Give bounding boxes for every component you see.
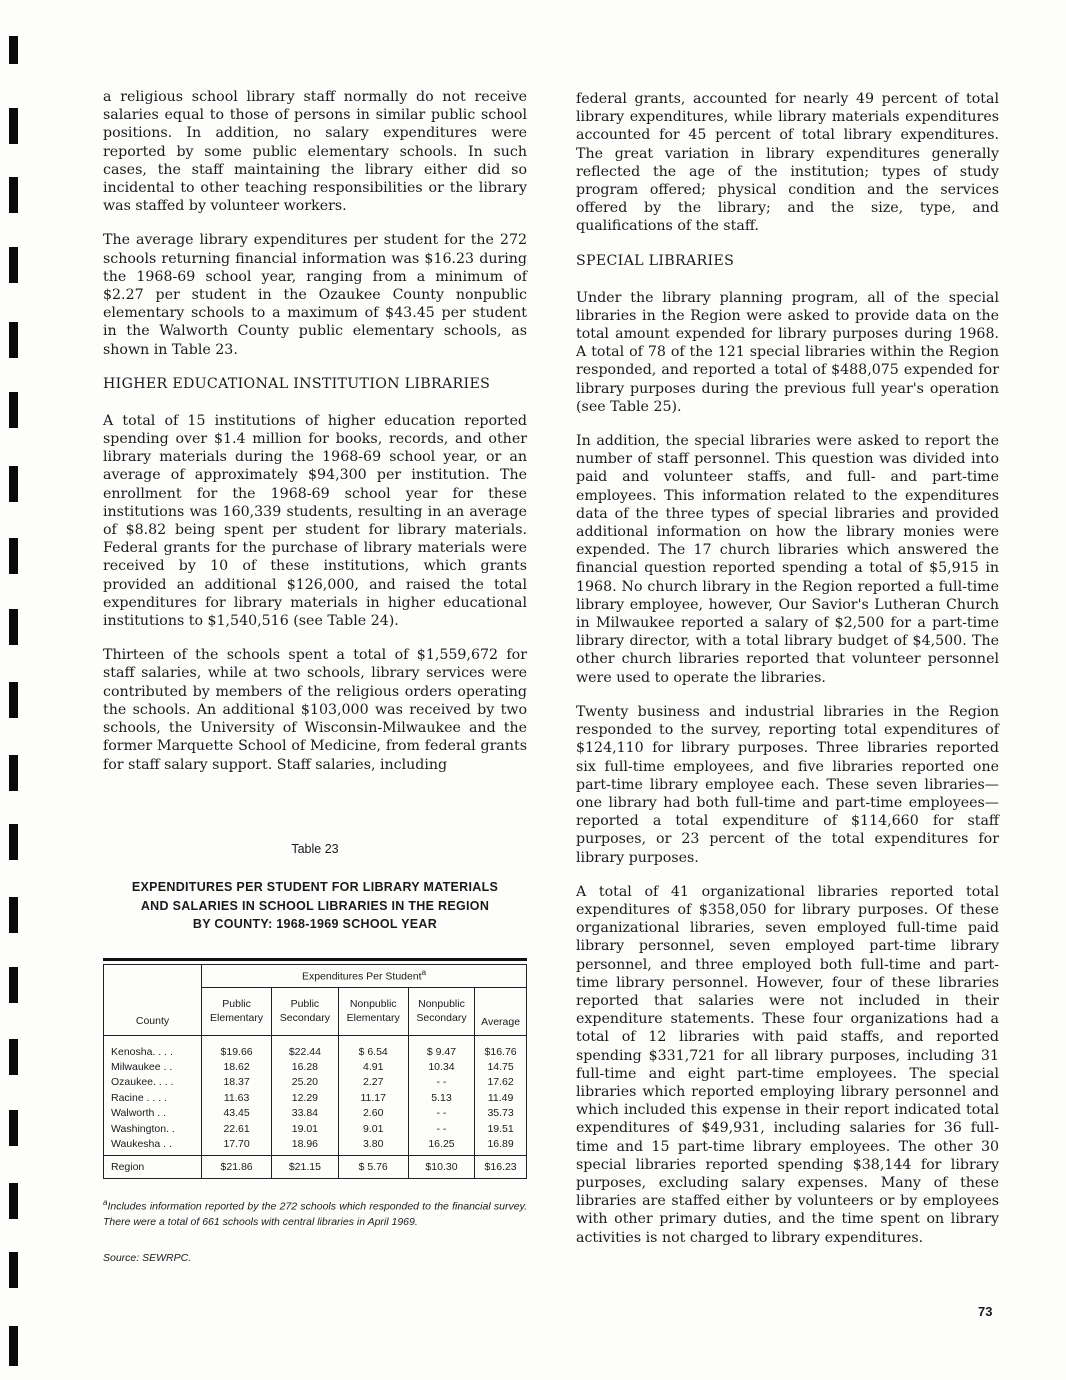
value-cell: 35.73 — [475, 1106, 527, 1121]
value-cell: - - — [408, 1106, 474, 1121]
value-cell: 19.01 — [272, 1122, 338, 1137]
header-line: Elementary — [210, 1012, 264, 1024]
county-cell: Milwaukee . . — [104, 1060, 202, 1075]
value-cell: 14.75 — [475, 1060, 527, 1075]
value-cell: - - — [408, 1122, 474, 1137]
table-row — [104, 1075, 527, 1090]
county-cell: Washington. . — [104, 1122, 202, 1137]
edge-mark — [9, 177, 18, 213]
value-cell: 16.89 — [475, 1137, 527, 1156]
value-cell: 10.34 — [408, 1060, 474, 1075]
value-cell: $10.30 — [408, 1156, 474, 1179]
value-cell: 12.29 — [272, 1091, 338, 1106]
value-cell: 16.25 — [408, 1137, 474, 1156]
edge-mark — [9, 36, 18, 64]
column-header — [202, 987, 272, 1035]
header-line: Public — [222, 998, 251, 1010]
paragraph: A total of 41 organizational libraries reported total expenditures of $358,050 for library purposes. Of these organizational libraries, seven employed full-time paid library personnel, seven employed part-time library personnel, and three employed both full-time and part-time library personnel. However, four of these libraries reported that salaries were not included in their expenditure statements. These four organizations had a total of 12 libraries with paid staffs, and reported spending $331,721 for all library purposes, including 31 full-time and eight part-time employees. The special libraries which reported employing library personnel and which included this expense in their report indicated total expenditures of $49,931, including salaries for 36 full-time and 15 part-time library employees. The other 30 special libraries reported spending $38,144 for library purposes, excluding salary expenses. Many of these libraries are staffed either by volunteers or by employees with other primary duties, and the time spent on library activities is not charged to library expenditures. — [576, 883, 999, 1246]
table-title-line: EXPENDITURES PER STUDENT FOR LIBRARY MATERIALS — [131, 880, 499, 894]
group-header — [202, 964, 527, 987]
value-cell: 18.96 — [272, 1137, 338, 1156]
value-cell: 16.28 — [272, 1060, 338, 1075]
table-row — [104, 1042, 527, 1060]
edge-mark — [9, 1110, 18, 1146]
header-line: Public — [290, 998, 320, 1010]
value-cell: $21.86 — [202, 1156, 272, 1179]
county-header: County — [104, 964, 202, 1035]
value-cell: 2.27 — [338, 1075, 408, 1090]
header-line: Secondary — [279, 1012, 330, 1024]
edge-mark — [9, 247, 18, 283]
header-line: Average — [481, 1015, 521, 1028]
edge-mark — [9, 1183, 18, 1219]
paragraph: Thirteen of the schools spent a total of $1,559,672 for staff salaries, while at two schools, library services were contributed by members of the religious orders operating the schools. An additional $103,000 was received by two schools, the University of Wisconsin-Milwaukee and the former Marquette School of Medicine, from federal grants for staff salary support. Staff salaries, including — [103, 647, 527, 773]
right-column — [576, 90, 999, 1263]
edge-mark — [9, 1039, 18, 1075]
paragraph: In addition, the special libraries were asked to report the number of staff personnel. This question was divided into paid and volunteer staffs, and full- and part-time employees. This information related to the expenditures data of the three types of special libraries and provided additional information on how the library monies were expended. The 17 church libraries which answered the financial question reported spending a total of $5,915 in 1968. No church library in the Region reported a full-time library employee, however, Our Savior's Lutheran Church in Milwaukee reported a salary of $2,500 for a part-time library director, with a total library budget of $4,500. The other church libraries reported that volunteer personnel were used to operate the libraries. — [576, 433, 999, 686]
edge-mark — [9, 897, 18, 933]
table-title — [103, 878, 527, 934]
table-row — [104, 1122, 527, 1137]
edge-mark — [9, 682, 18, 718]
edge-mark — [9, 392, 18, 428]
edge-mark — [9, 108, 18, 144]
county-cell: Walworth . . — [104, 1106, 202, 1121]
value-cell: $22.44 — [272, 1042, 338, 1060]
paragraph: A total of 15 institutions of higher education reported spending over $1.4 million for books, records, and other library materials during the 1968-69 school year, or an average of approximately $94,300 per institution. The enrollment for the 1968-69 school year for these institutions was 160,339 students, resulting in an average of $8.82 being spent per student for library materials. Federal grants for the purchase of library materials were received by 10 of these institutions, which grants provided an additional $126,000, and raised the total expenditures for library materials in higher educational institutions to $1,540,516 (see Table 24). — [103, 412, 527, 630]
header-line: Nonpublic — [349, 998, 397, 1010]
region-total-row — [104, 1156, 527, 1179]
footnote-marker: a — [103, 1198, 108, 1208]
paragraph: federal grants, accounted for nearly 49 percent of total library expenditures, while library materials expenditures accounted for 45 percent of total library expenditures. The great variation in library expenditures generally reflected the age of the institution; types of study program offered; physical condition and the services offered by the library; and the size, type, and qualifications of the staff. — [576, 91, 999, 235]
county-cell: Kenosha. . . . — [104, 1042, 202, 1060]
value-cell: 9.01 — [338, 1122, 408, 1137]
footnote-text: Includes information reported by the 272 schools which responded to the financial survey. There were a total of 661 schools with central libraries in April 1969. — [103, 1200, 527, 1228]
value-cell: $ 5.76 — [338, 1156, 408, 1179]
value-cell: 3.80 — [338, 1137, 408, 1156]
value-cell: 2.60 — [338, 1106, 408, 1121]
section-heading: SPECIAL LIBRARIES — [576, 252, 735, 269]
edge-mark — [9, 609, 18, 645]
table-row — [104, 1137, 527, 1156]
value-cell: 17.70 — [202, 1137, 272, 1156]
value-cell: 5.13 — [408, 1091, 474, 1106]
value-cell: 11.63 — [202, 1091, 272, 1106]
edge-mark — [9, 824, 18, 860]
edge-mark — [9, 755, 18, 791]
county-cell: Ozaukee. . . . — [104, 1075, 202, 1090]
value-cell: 18.37 — [202, 1075, 272, 1090]
value-cell: $19.66 — [202, 1042, 272, 1060]
paragraph: a religious school library staff normally do not receive salaries equal to those of persons in similar public school positions. In addition, no salary expenditures were reported by some public elementary schools. In such cases, the staff maintaining the library either did so incidental to other teaching responsibilities or the library was staffed by volunteer workers. — [103, 89, 527, 215]
value-cell: 17.62 — [475, 1075, 527, 1090]
table-footnote — [103, 1195, 527, 1230]
value-cell: 25.20 — [272, 1075, 338, 1090]
value-cell: 43.45 — [202, 1106, 272, 1121]
footnote-marker: a — [421, 968, 427, 978]
table-title-line: BY COUNTY: 1968-1969 SCHOOL YEAR — [192, 917, 438, 931]
value-cell: 22.61 — [202, 1122, 272, 1137]
edge-mark — [9, 322, 18, 358]
table-23 — [103, 842, 527, 1264]
table-row — [104, 1091, 527, 1106]
table-row — [104, 1106, 527, 1121]
paragraph: The average library expenditures per student for the 272 schools returning financial information was $16.23 during the 1968-69 school year, ranging from a minimum of $2.27 per student in the Ozaukee County nonpublic elementary schools to a maximum of $43.45 per student in the Walworth County public elementary schools, as shown in Table 23. — [103, 232, 527, 358]
value-cell: 4.91 — [338, 1060, 408, 1075]
column-header — [408, 987, 474, 1035]
table-title-line: AND SALARIES IN SCHOOL LIBRARIES IN THE REGION — [140, 898, 490, 913]
value-cell: $21.15 — [272, 1156, 338, 1179]
data-table — [103, 958, 527, 1180]
value-cell: $ 9.47 — [408, 1042, 474, 1060]
edge-mark — [9, 538, 18, 574]
value-cell: 11.49 — [475, 1091, 527, 1106]
header-line: Secondary — [416, 1012, 467, 1024]
column-header — [338, 987, 408, 1035]
value-cell: 18.62 — [202, 1060, 272, 1075]
section-heading: HIGHER EDUCATIONAL INSTITUTION LIBRARIES — [103, 375, 491, 392]
county-cell: Waukesha . . — [104, 1137, 202, 1156]
table-row — [104, 1060, 527, 1075]
page-number: 73 — [978, 1304, 993, 1319]
table-label: Table 23 — [291, 842, 339, 856]
column-header — [272, 987, 338, 1035]
group-header-text: Expenditures Per Student — [301, 970, 422, 983]
header-line: Elementary — [346, 1012, 400, 1024]
edge-mark — [9, 1326, 18, 1366]
value-cell: - - — [408, 1075, 474, 1090]
table-source: Source: SEWRPC. — [103, 1251, 192, 1264]
county-cell: Racine . . . . — [104, 1091, 202, 1106]
value-cell: 33.84 — [272, 1106, 338, 1121]
value-cell: $ 6.54 — [338, 1042, 408, 1060]
edge-mark — [9, 1252, 18, 1288]
column-header — [475, 987, 527, 1035]
value-cell: 19.51 — [475, 1122, 527, 1137]
left-column — [103, 88, 527, 790]
paragraph: Under the library planning program, all of the special libraries in the Region were asked to provide data on the total amount expended for library purposes during 1968. A total of 78 of the 121 special libraries within the Region responded, and reported a total of $488,075 expended for library purposes during the previous full year's operation (see Table 25). — [576, 289, 999, 415]
value-cell: 11.17 — [338, 1091, 408, 1106]
paragraph: Twenty business and industrial libraries in the Region responded to the survey, reporting total expenditures of $124,110 for library purposes. Three libraries reported six full-time employees, and five libraries reported one part-time library employee each. These seven libraries—one library had both full-time and part-time employees—reported a total expenditure of $114,660 for staff purposes, or 23 percent of the total expenditures for library purposes. — [576, 703, 999, 866]
value-cell: $16.23 — [475, 1156, 527, 1179]
edge-mark — [9, 967, 18, 1003]
value-cell: $16.76 — [475, 1042, 527, 1060]
header-line: Nonpublic — [418, 998, 465, 1010]
edge-mark — [9, 466, 18, 502]
county-cell: Region — [104, 1156, 202, 1179]
